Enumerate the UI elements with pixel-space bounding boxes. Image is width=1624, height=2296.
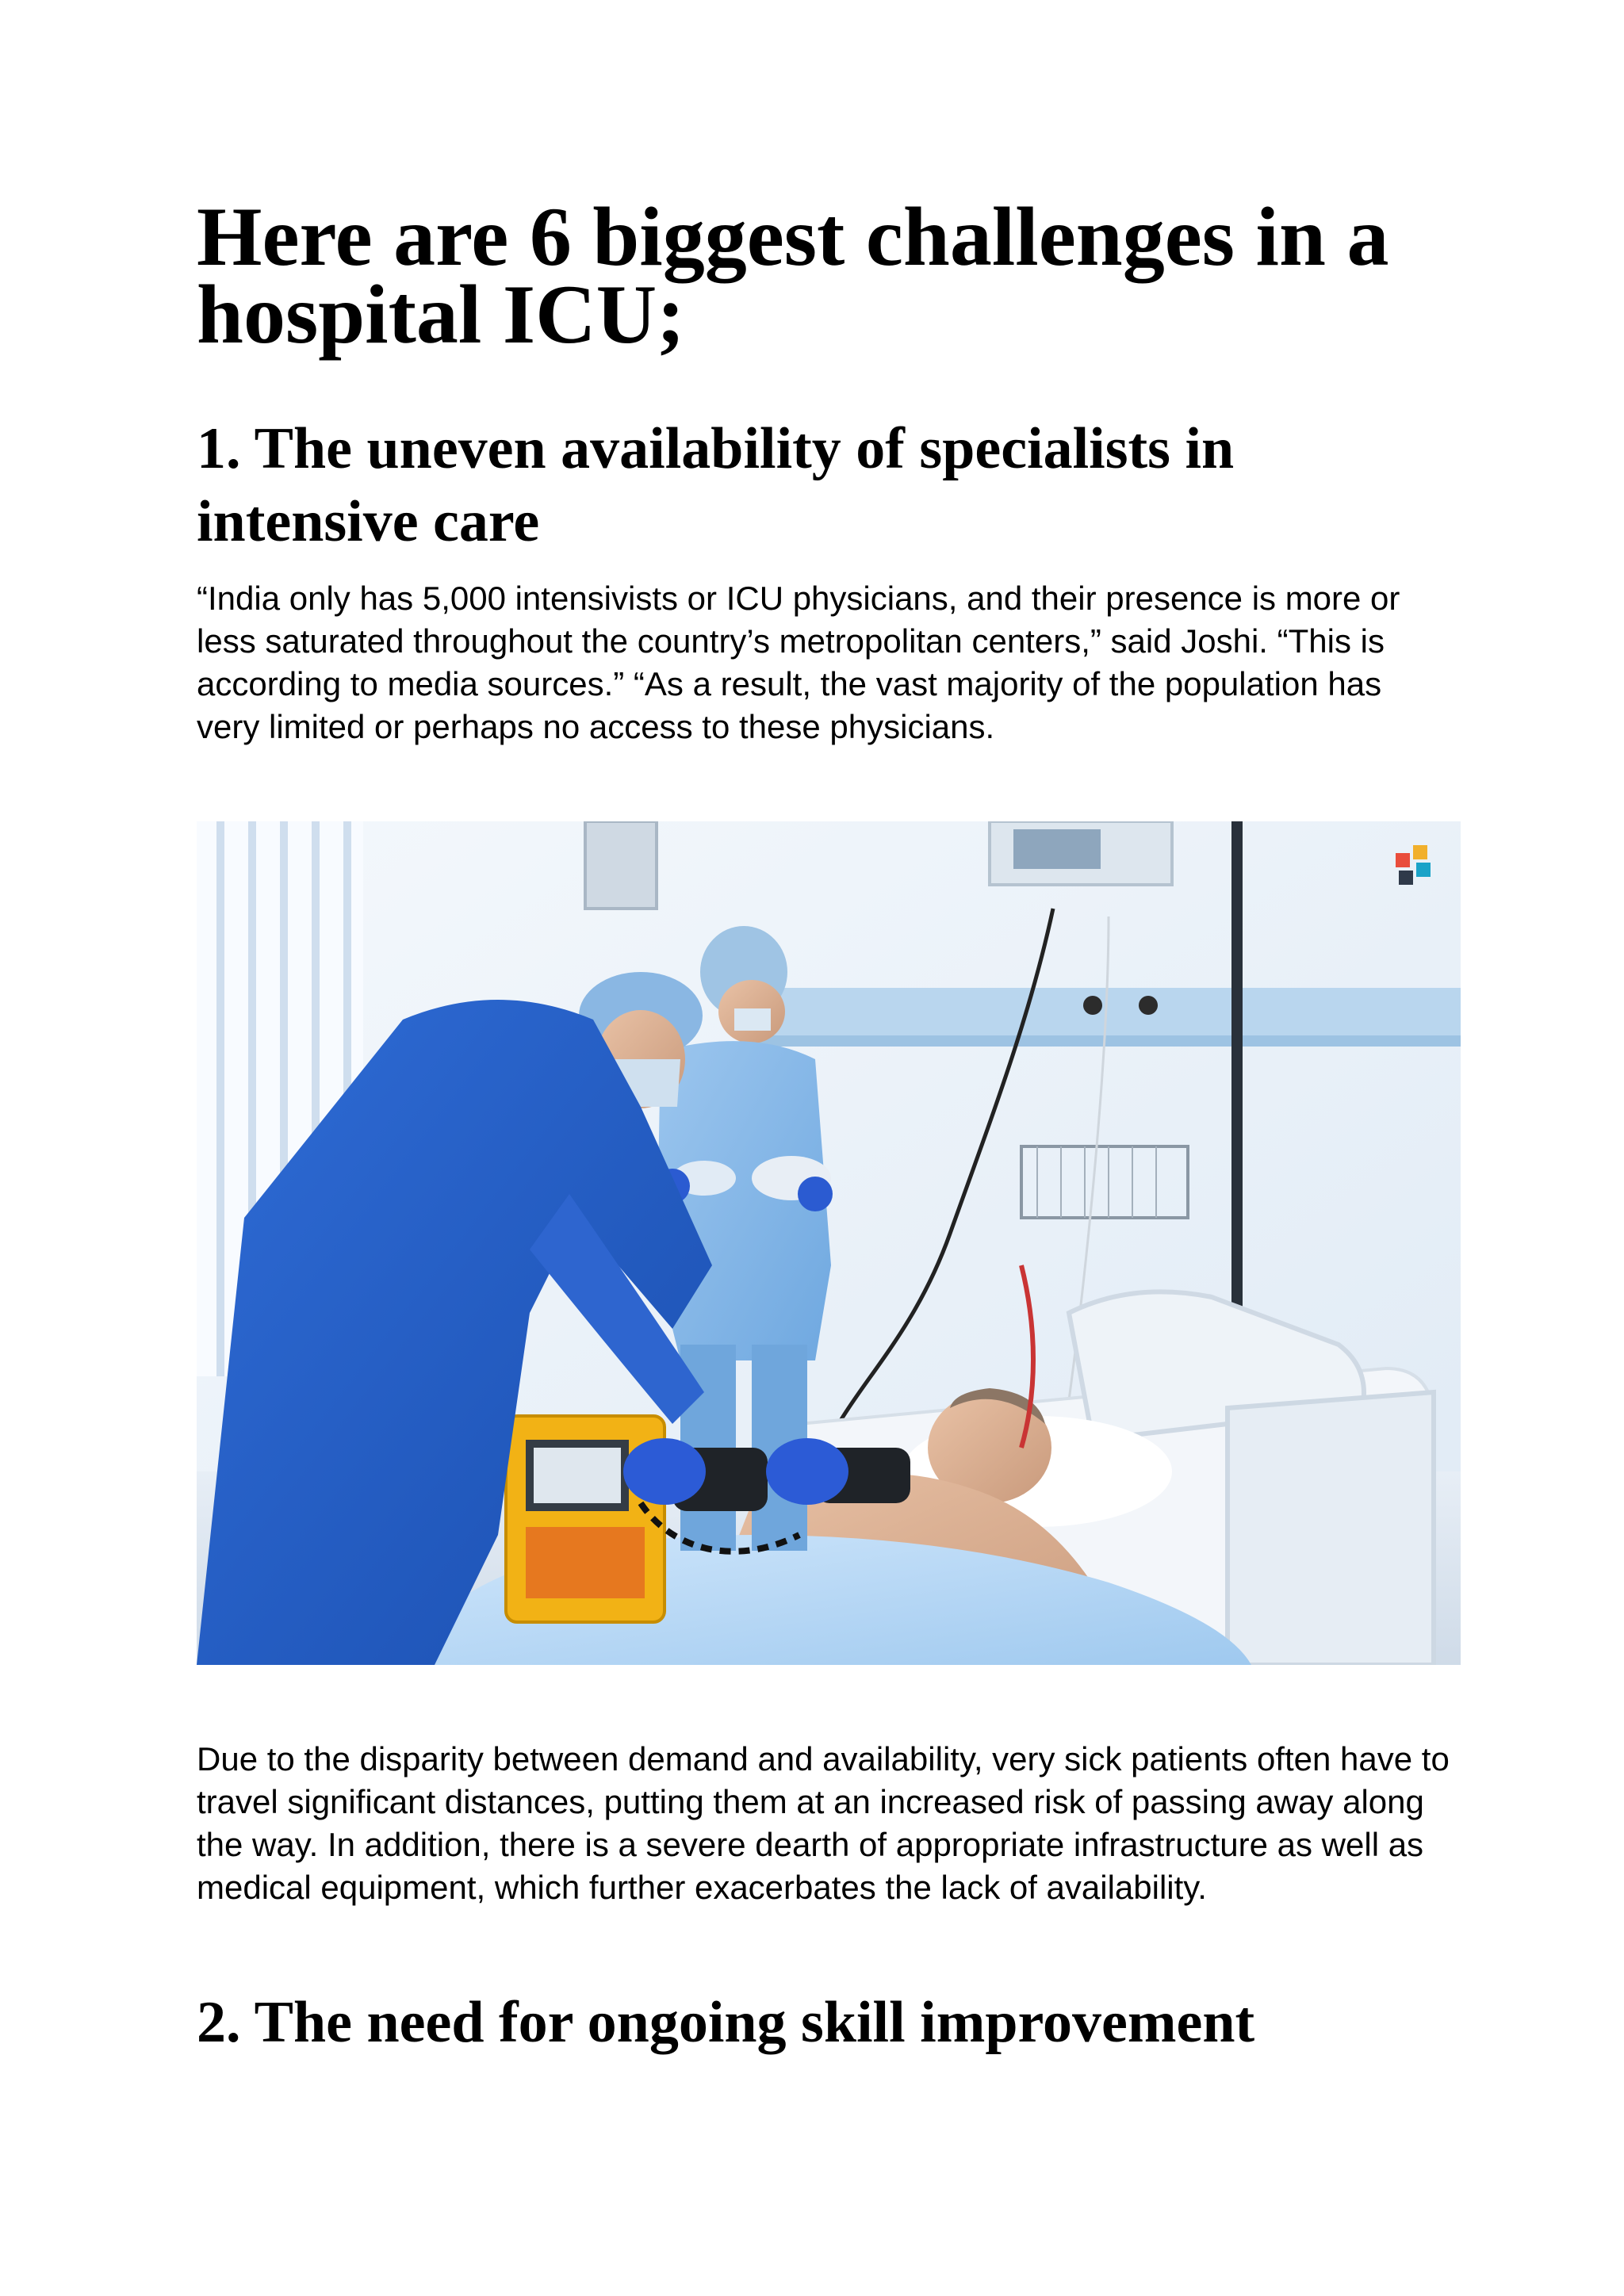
section-heading-1: 1. The uneven availability of specialists in intensive care [197, 416, 1235, 554]
section-1-paragraph-continued: Due to the disparity between demand and availability, very sick patients often have to travel significant distances, putting them at an increased risk of passing away along the way. In addition, there is a severe dearth of appropriate infrastructure as well as medical equipment, which further exacerbates the lack of availability. [197, 1740, 1450, 1906]
article-title: Here are 6 biggest challenges in a hospital ICU; [197, 190, 1389, 361]
section-1-paragraph: “India only has 5,000 intensivists or ICU physicians, and their presence is more or less saturated throughout the country’s metropolitan centers,” said Joshi. “This is according to media sources.” “As a result, the vast majority of the population has very limited or perhaps no access to these physicians. [197, 580, 1400, 745]
section-heading-2: 2. The need for ongoing skill improvement [197, 1990, 1255, 2055]
icu-photo [197, 821, 1461, 1665]
